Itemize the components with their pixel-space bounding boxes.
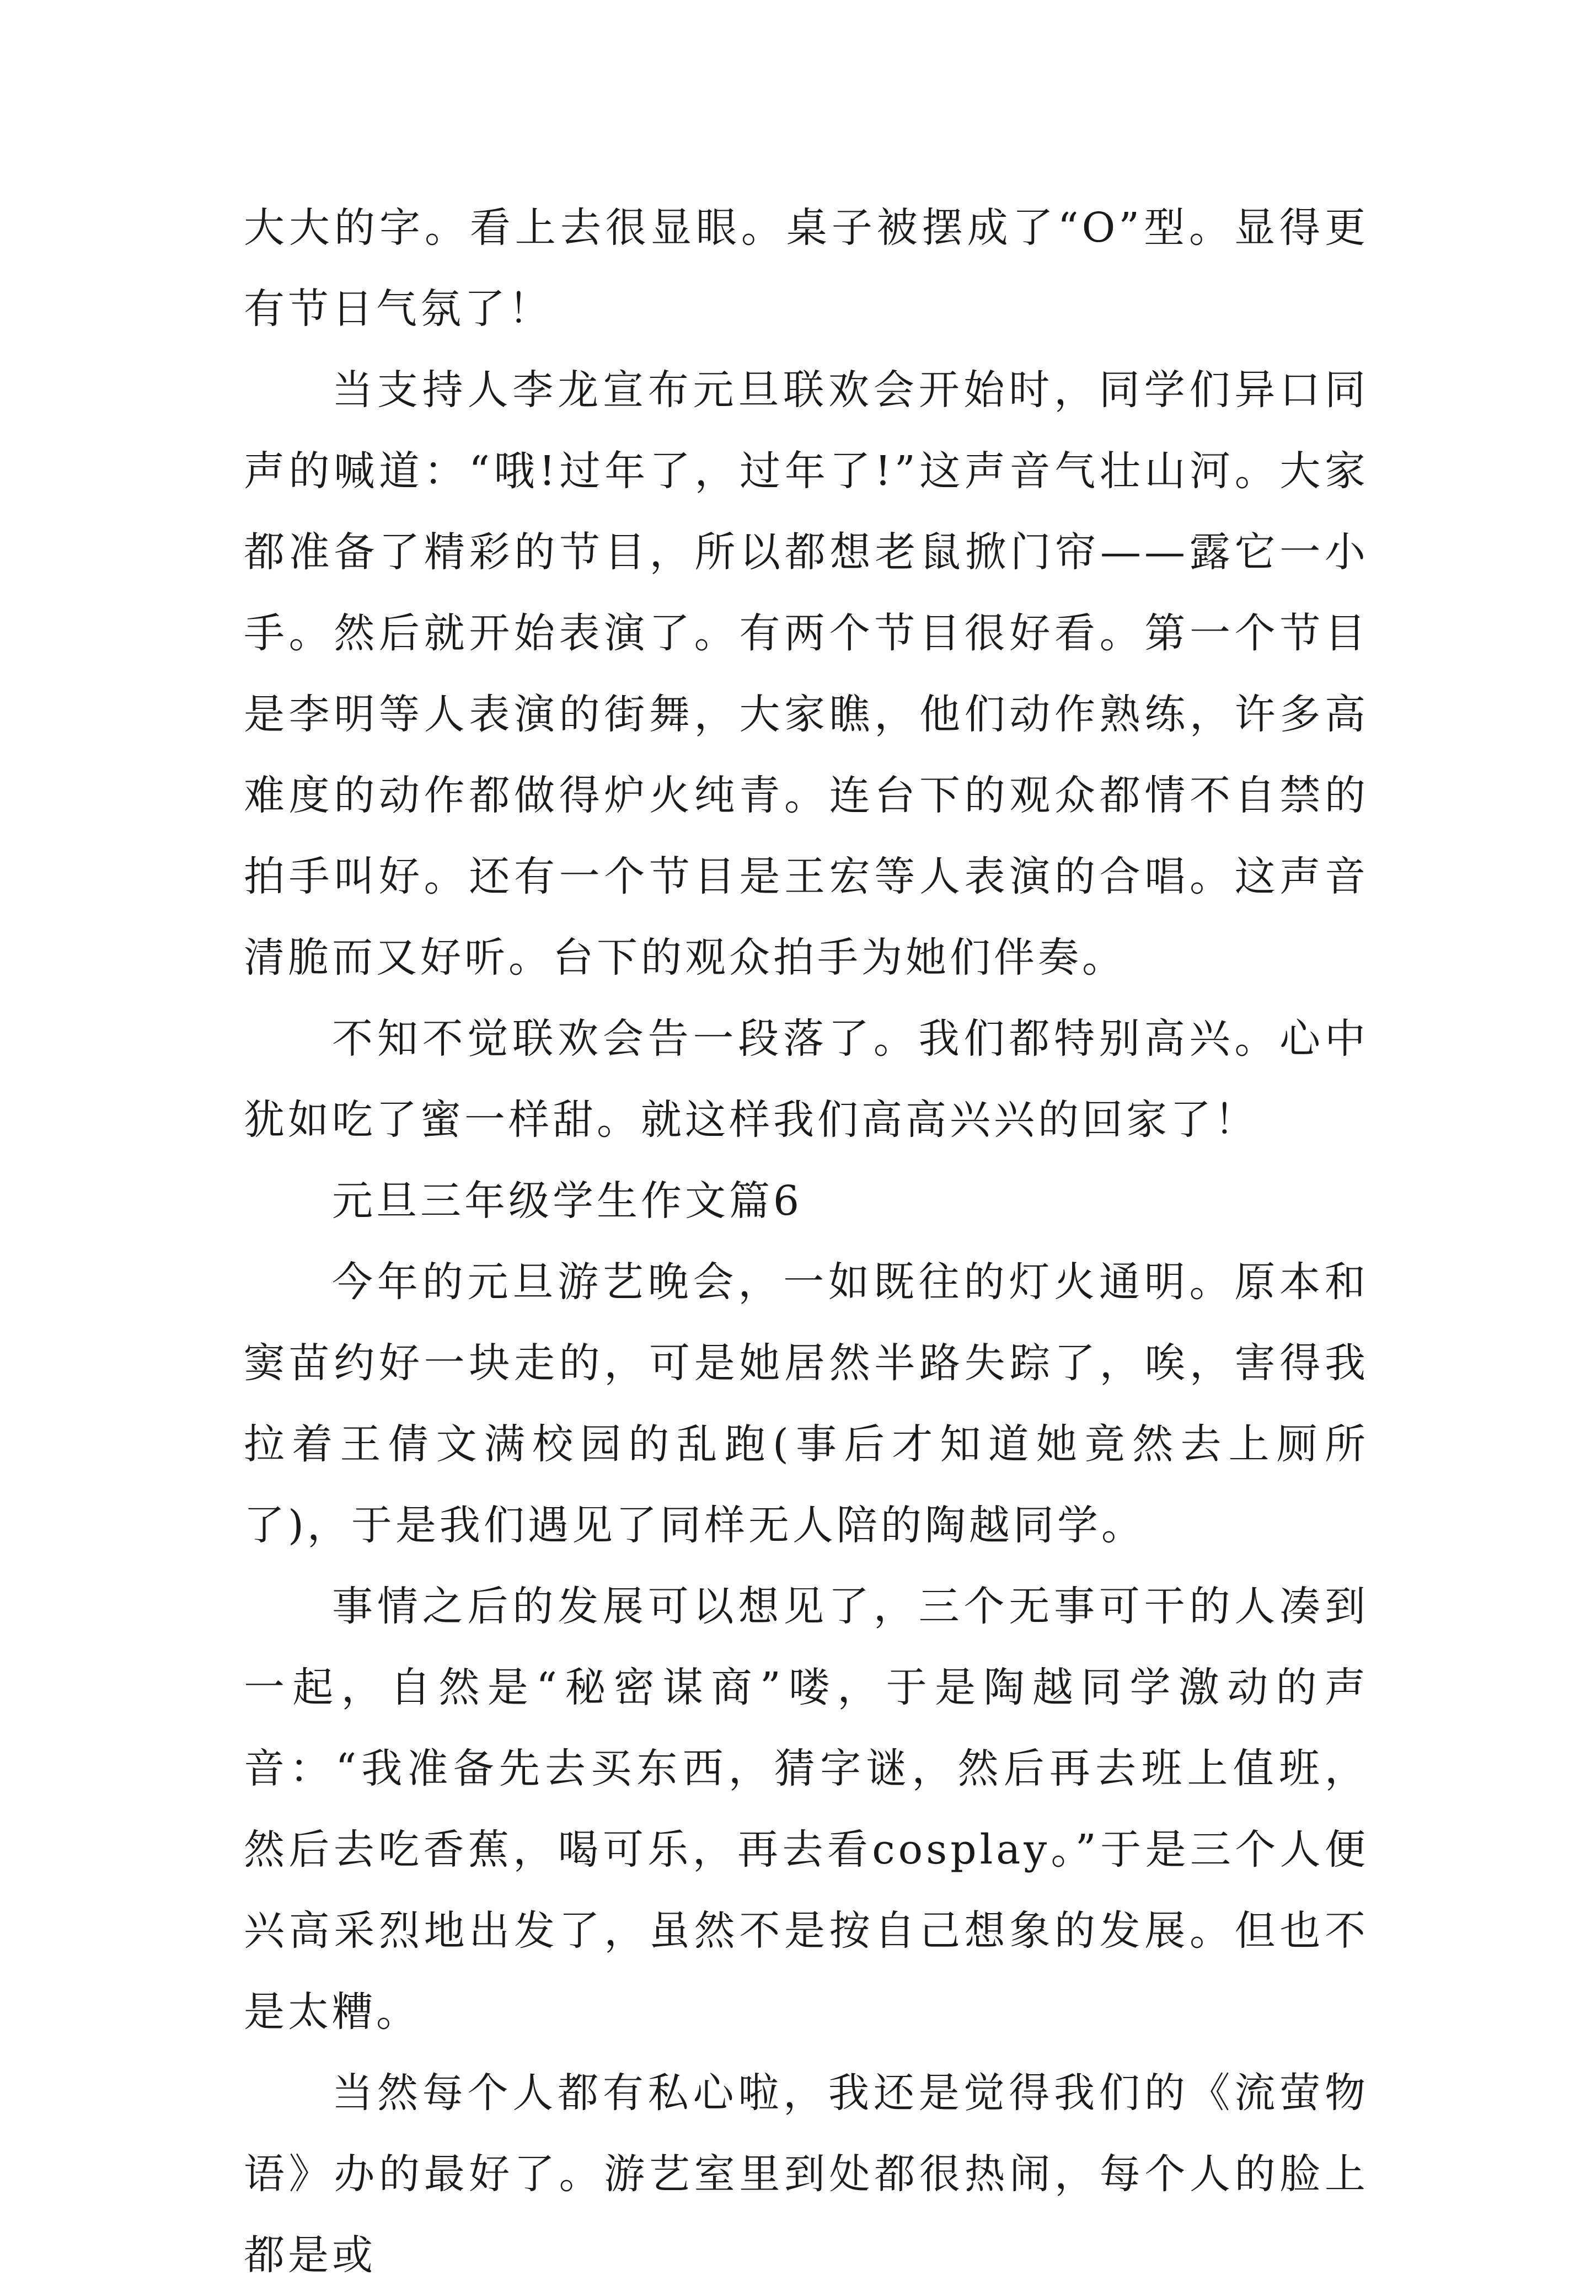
paragraph-1: 大大的字。看上去很显眼。桌子被摆成了“O”型。显得更有节日气氛了！ [244, 204, 1369, 333]
document-body [244, 188, 1369, 2296]
paragraph-2: 当支持人李龙宣布元旦联欢会开始时，同学们异口同声的喊道：“哦!过年了，过年了!”这声音气壮山河。大家都准备了精彩的节目，所以都想老鼠掀门帘——露它一小手。然后就开始表演了。有两个节目很好看。第一个节目是李明等人表演的街舞，大家瞧，他们动作熟练，许多高难度的动作都做得炉火纯青。连台下的观众都情不自禁的拍手叫好。还有一个节目是王宏等人表演的合唱。这声音清脆而又好听。台下的观众拍手为她们伴奏。 [244, 366, 1369, 981]
section-heading: 元旦三年级学生作文篇6 [332, 1177, 803, 1225]
paragraph-5: 事情之后的发展可以想见了，三个无事可干的人凑到一起，自然是“秘密谋商”喽，于是陶越同学激动的声音：“我准备先去买东西，猜字谜，然后再去班上值班，然后去吃香蕉，喝可乐，再去看cosplay。”于是三个人便兴高采烈地出发了，虽然不是按自己想象的发展。但也不是太糟。 [244, 1583, 1369, 2036]
paragraph-4: 今年的元旦游艺晚会，一如既往的灯火通明。原本和窦苗约好一块走的，可是她居然半路失踪了，唉，害得我拉着王倩文满校园的乱跑(事后才知道她竟然去上厕所了)，于是我们遇见了同样无人陪的陶越同学。 [244, 1258, 1369, 1549]
paragraph-3: 不知不觉联欢会告一段落了。我们都特别高兴。心中犹如吃了蜜一样甜。就这样我们高高兴兴的回家了！ [244, 1015, 1369, 1144]
paragraph-6: 当然每个人都有私心啦，我还是觉得我们的《流萤物语》办的最好了。游艺室里到处都很热闹，每个人的脸上都是或 [244, 2069, 1369, 2279]
